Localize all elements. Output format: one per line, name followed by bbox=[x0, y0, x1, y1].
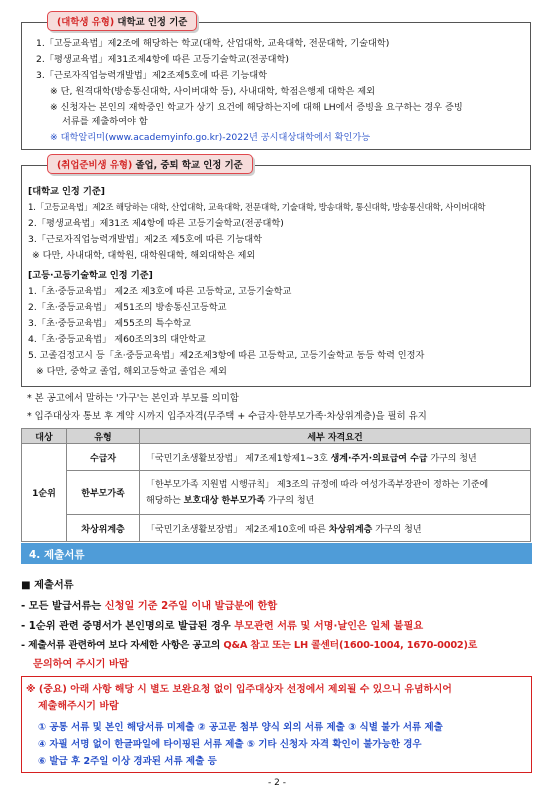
hs-line: 5. 고졸검정고시 등「초·중등교육법」제2조제3항에 따른 고등학교, 고등기술학교 동등 학력 인정자 bbox=[28, 350, 425, 361]
criteria-line: 1.「고등교육법」제2조에 해당하는 학교(대학, 산업대학, 교육대학, 전문대학, 기술대학) bbox=[36, 38, 390, 49]
rank-cell: 1순위 bbox=[22, 444, 67, 542]
criteria-line: 3.「근로자직업능력개발법」제2조제5호에 따른 기능대학 bbox=[36, 70, 268, 81]
type-cell: 차상위계층 bbox=[67, 515, 140, 542]
univ-note: ※ 다만, 사내대학, 대학원, 대학원대학, 해외대학은 제외 bbox=[32, 250, 256, 261]
detail-line: 「한부모가족 지원법 시행규칙」 제3조의 규정에 따라 여성가족부장관이 정하는 기준에 bbox=[146, 479, 489, 490]
warning-line: 제출해주시기 바람 bbox=[38, 701, 119, 712]
section-title-bar bbox=[21, 543, 532, 564]
job-seeker-type-badge: (취업준비생 유형) 졸업, 중퇴 학교 인정 기준 bbox=[47, 154, 253, 174]
academyinfo-note: ※ 대학알리미(www.academyinfo.go.kr)-2022년 공시대상대학에서 확인가능 bbox=[50, 132, 371, 143]
page-number: - 2 - bbox=[268, 778, 286, 788]
hs-note: ※ 다만, 중학교 졸업, 해외고등학교 졸업은 제외 bbox=[36, 366, 227, 377]
submission-item-continued: 문의하여 주시기 바람 bbox=[33, 659, 129, 670]
submission-item: - 1순위 관련 증명서가 본인명의로 발급된 경우 부모관련 서류 및 서명·날인은 일체 불필요 bbox=[21, 621, 424, 632]
univ-line: 3.「근로자직업능력개발법」제2조 제5호에 따른 기능대학 bbox=[28, 234, 262, 245]
univ-criteria-header: [대학교 인정 기준] bbox=[28, 186, 105, 197]
header-type: 유형 bbox=[67, 429, 140, 444]
hs-line: 2.「초·중등교육법」 제51조의 방송통신고등학교 bbox=[28, 302, 227, 313]
graduate-criteria-box bbox=[21, 160, 531, 387]
criteria-line: 2.「평생교육법」제31조제4항에 따른 고등기술학교(전공대학) bbox=[36, 54, 289, 65]
table-row bbox=[22, 515, 531, 542]
important-warning-box bbox=[21, 676, 532, 773]
qualification-table bbox=[21, 428, 531, 542]
criteria-note: ※ 단, 원격대학(방송통신대학, 사이버대학 등), 사내대학, 학점은행제 대학은 제외 bbox=[50, 86, 376, 97]
detail-cell: 「국민기초생활보장법」 제2조제10호에 따른 차상위계층 가구의 청년 bbox=[140, 515, 531, 542]
student-type-badge: (대학생 유형) 대학교 인정 기준 bbox=[47, 11, 197, 31]
detail-cell: 「국민기초생활보장법」 제7조제1항제1~3호 생계·주거·의료급여 수급 가구의 청년 bbox=[140, 444, 531, 471]
univ-line: 2.「평생교육법」제31조 제4항에 따른 고등기술학교(전공대학) bbox=[28, 218, 284, 229]
hs-line: 1.「초·중등교육법」 제2조 제3호에 따른 고등학교, 고등기술학교 bbox=[28, 286, 292, 297]
submission-subheader: ■ 제출서류 bbox=[21, 580, 74, 591]
section-title: 4. 제출서류 bbox=[29, 549, 85, 561]
university-criteria-box bbox=[21, 17, 531, 150]
univ-line: 1.「고등교육법」제2조 해당하는 대학, 산업대학, 교육대학, 전문대학, 기술대학, 방송대학, 통신대학, 방송통신대학, 사이버대학 bbox=[28, 203, 486, 213]
household-note: * 본 공고에서 말하는 '가구'는 본인과 부모를 의미함 bbox=[27, 393, 239, 404]
submission-item: - 제출서류 관련하여 보다 자세한 사항은 공고의 Q&A 참고 또는 LH 콜센터(1600-1004, 1670-0002)로 bbox=[21, 640, 478, 651]
detail-cell bbox=[140, 471, 531, 515]
header-detail: 세부 자격요건 bbox=[140, 429, 531, 444]
type-cell: 한부모가족 bbox=[67, 471, 140, 515]
hs-line: 4.「초·중등교육법」 제60조의3의 대안학교 bbox=[28, 334, 206, 345]
header-target: 대상 bbox=[22, 429, 67, 444]
hs-line: 3.「초·중등교육법」 제55조의 특수학교 bbox=[28, 318, 191, 329]
table-row bbox=[22, 471, 531, 515]
type-cell: 수급자 bbox=[67, 444, 140, 471]
criteria-note: ※ 신청자는 본인의 재학중인 학교가 상기 요건에 해당하는지에 대해 LH에서 증빙을 요구하는 경우 증빙 bbox=[50, 102, 463, 113]
warning-item: ① 공통 서류 및 본인 해당서류 미제출 ② 공고문 첨부 양식 외의 서류 제출 ③ 식별 불가 서류 제출 bbox=[38, 722, 443, 733]
table-header-row bbox=[22, 429, 531, 444]
warning-item: ⑥ 발급 후 2주일 이상 경과된 서류 제출 등 bbox=[38, 756, 217, 767]
warning-item: ④ 자필 서명 없이 한글파일에 타이핑된 서류 제출 ⑤ 기타 신청자 자격 확인이 불가능한 경우 bbox=[38, 739, 422, 750]
criteria-note: 서류를 제출하여야 함 bbox=[62, 116, 148, 127]
submission-item: - 모든 발급서류는 신청일 기준 2주일 이내 발급분에 한함 bbox=[21, 601, 278, 612]
warning-line: ※ (중요) 아래 사항 해당 시 별도 보완요청 없이 입주대상자 선정에서 제외될 수 있으니 유념하시어 bbox=[26, 684, 452, 695]
eligibility-note: * 입주대상자 통보 후 계약 시까지 입주자격(무주택 + 수급자·한부모가족·차상위계층)을 필히 유지 bbox=[27, 411, 427, 422]
table-row bbox=[22, 444, 531, 471]
hs-criteria-header: [고등·고등기술학교 인정 기준] bbox=[28, 270, 153, 281]
detail-line: 해당하는 보호대상 한부모가족 가구의 청년 bbox=[146, 495, 315, 506]
